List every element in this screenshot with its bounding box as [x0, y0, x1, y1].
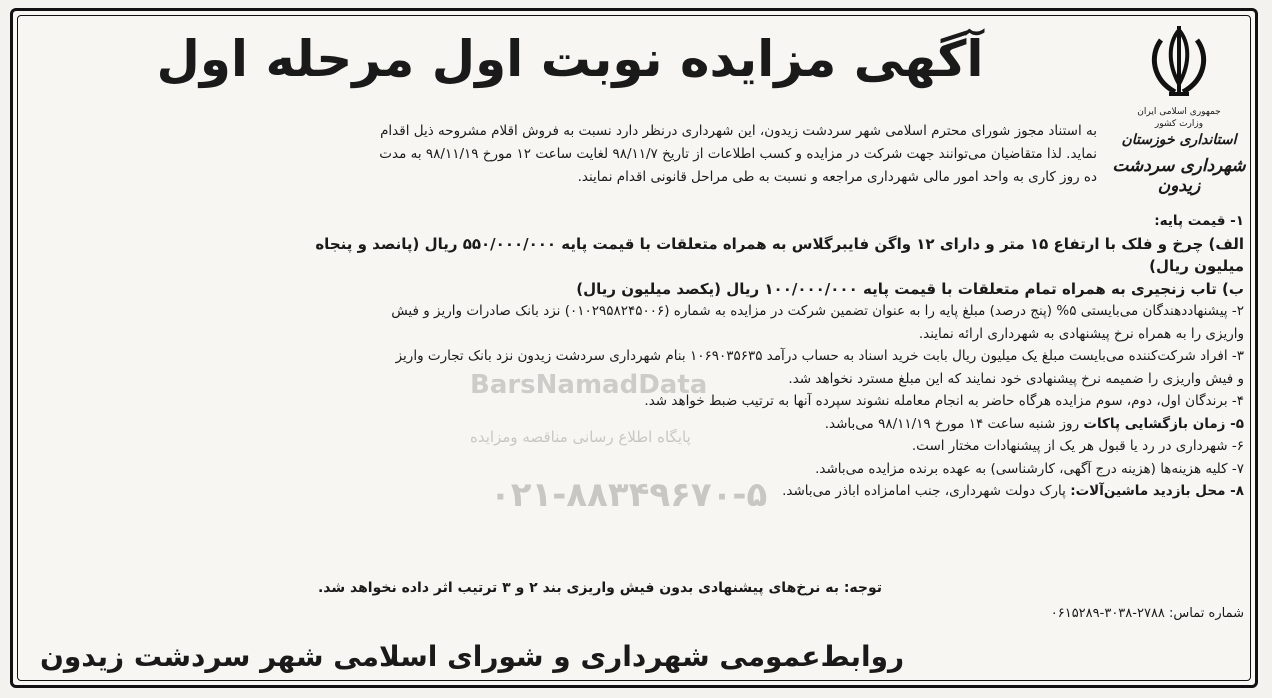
condition-2: ۲- پیشنهاددهندگان می‌بایستی ۵% (پنج درصد) مبلغ پایه را به عنوان تضمین شرکت در مزایده به شماره (۰۱۰۲۹۵۸۲۴۵۰۰۶) نزد بانک صادرات واریز و فیش: [391, 303, 1244, 319]
municipality-logo: [1104, 22, 1254, 196]
intro-paragraph: [29, 120, 1097, 189]
condition-5-text: روز شنبه ساعت ۱۴ مورخ ۹۸/۱۱/۱۹ می‌باشد.: [824, 415, 1080, 432]
logo-ministry-text: وزارت کشور: [1154, 119, 1204, 129]
condition-6: ۶- شهرداری در رد یا قبول هر یک از پیشنهادات مختار است.: [911, 438, 1244, 454]
watermark-brand: BarsNamadData: [470, 370, 708, 400]
intro-line: نماید. لذا متقاضیان می‌توانند جهت شرکت در مزایده و کسب اطلاعات از تاریخ ۹۸/۱۱/۷ لغایت ساعت ۱۲ مورخ ۹۸/۱۱/۱۹ به مدت: [379, 146, 1097, 162]
condition-3: ۳- افراد شرکت‌کننده می‌بایست مبلغ یک میلیون ریال بابت خرید اسناد به حساب درآمد ۱۰۶۹۰۳۵۶۳۵ بنام شهرداری سردشت زیدون نزد بانک تجارت واریز: [395, 348, 1244, 364]
base-price-heading: ۱- قیمت پایه:: [1154, 213, 1244, 229]
item-a-continued: میلیون ریال): [1149, 257, 1244, 275]
item-a: الف) چرخ و فلک با ارتفاع ۱۵ متر و دارای ۱۲ واگن فایبرگلاس به همراه متعلقات با قیمت پایه ۵۵۰/۰۰۰/۰۰۰ ریال (پانصد و پنجاه: [315, 234, 1244, 253]
condition-5-label: ۵- زمان بازگشایی پاکات: [1083, 415, 1244, 432]
condition-8-text: پارک دولت شهرداری، جنب امامزاده اباذر می‌باشد.: [782, 483, 1066, 499]
condition-2-continued: واریزی را به همراه نرخ پیشنهادی به شهرداری ارائه نمایند.: [918, 325, 1244, 342]
logo-republic-text: جمهوری اسلامی ایران: [1137, 107, 1221, 117]
watermark-phone: ۰۲۱-۸۸۳۴۹۶۷۰-۵: [490, 475, 768, 515]
footer-publisher: روابط‌عمومی شهرداری و شورای اسلامی شهر سردشت زیدون: [40, 640, 905, 673]
notice-title: آگهی مزایده نوبت اول مرحله اول: [156, 30, 984, 88]
intro-line: ده روز کاری به واحد امور مالی شهرداری مراجعه و نسبت به طی مراحل قانونی اقدام نمایند.: [577, 169, 1097, 185]
iran-emblem-icon: [1139, 22, 1219, 102]
intro-line: به استناد مجوز شورای محترم اسلامی شهر سردشت زیدون، این شهرداری درنظر دارد نسبت به فروش اقلام مشروحه ذیل اقدام: [380, 123, 1097, 139]
logo-city-text: شهرداری سردشت زیدون: [1112, 156, 1246, 196]
item-b: ب) تاب زنجیری به همراه تمام متعلقات با قیمت پایه ۱۰۰/۰۰۰/۰۰۰ ریال (یکصد میلیون ریال): [576, 279, 1244, 298]
condition-4: ۴- برندگان اول، دوم، سوم مزایده هرگاه حاضر به انجام معامله نشوند سپرده آنها به ترتیب ضبط خواهد شد.: [644, 393, 1244, 409]
conditions-list: [39, 210, 1244, 503]
watermark-tagline: پایگاه اطلاع رسانی مناقصه ومزایده: [470, 428, 691, 446]
condition-8-label: ۸- محل بازدید ماشین‌آلات:: [1070, 483, 1244, 499]
logo-province-text: استانداری خوزستان: [1121, 132, 1237, 148]
condition-7: ۷- کلیه هزینه‌ها (هزینه درج آگهی، کارشناسی) به عهده برنده مزایده می‌باشد.: [815, 460, 1244, 477]
notice-note: توجه: به نرخ‌های پیشنهادی بدون فیش واریزی بند ۲ و ۳ ترتیب اثر داده نخواهد شد.: [317, 580, 883, 596]
contact-phone: شماره تماس: ۲۷۸۸-۳۰۳۸-۰۶۱۵۲۸۹: [1050, 606, 1244, 621]
condition-3-continued: و فیش واریزی را ضمیمه نرخ پیشنهادی خود نمایند که این مبلغ مسترد نخواهد شد.: [788, 370, 1244, 387]
